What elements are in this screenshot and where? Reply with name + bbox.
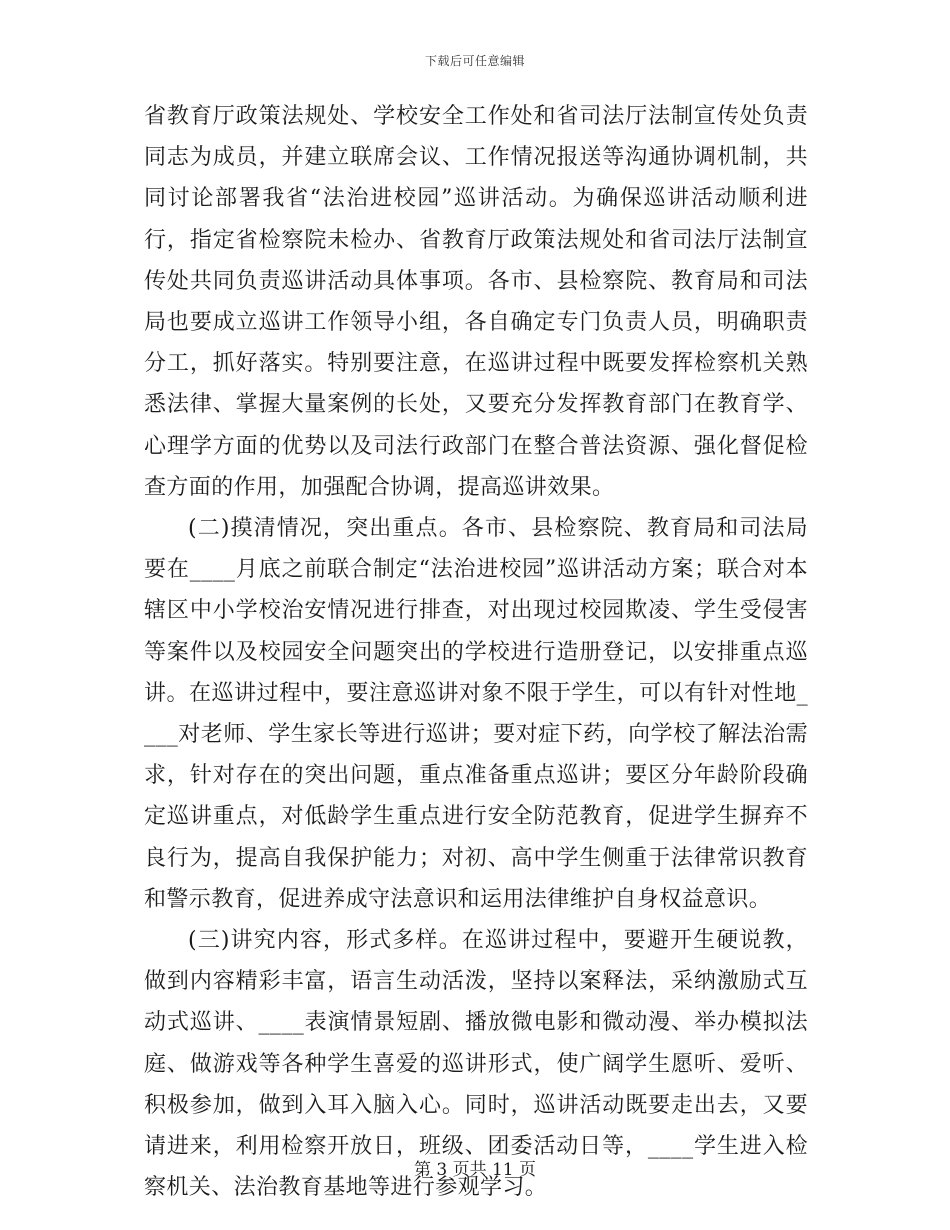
paragraph-continued: 省教育厅政策法规处、学校安全工作处和省司法厅法制宣传处负责同志为成员，并建立联席会议、工作情况报送等沟通协调机制，共同讨论部署我省“法治进校园”巡讲活动。为确保巡讲活动顺利进行，指定省检察院未检办、省教育厅政策法规处和省司法厅法制宣传处共同负责巡讲活动具体事项。各市、县检察院、教育局和司法局也要成立巡讲工作领导小组，各自确定专门负责人员，明确职责分工，抓好落实。特别要注意，在巡讲过程中既要发挥检察机关熟悉法律、掌握大量案例的长处，又要充分发挥教育部门在教育学、心理学方面的优势以及司法行政部门在整合普法资源、强化督促检查方面的作用，加强配合协调，提高巡讲效果。 xyxy=(144,104,808,500)
paragraph-section-2: (二)摸清情况，突出重点。各市、县检察院、教育局和司法局要在____月底之前联合制定“法治进校园”巡讲活动方案；联合对本辖区中小学校治安情况进行排查，对出现过校园欺凌、学生受侵害等案件以及校园安全问题突出的学校进行造册登记，以安排重点巡讲。在巡讲过程中，要注意巡讲对象不限于学生，可以有针对性地____对老师、学生家长等进行巡讲；要对症下药，向学校了解法治需求，针对存在的突出问题，重点准备重点巡讲；要区分年龄阶段确定巡讲重点，对低龄学生重点进行安全防范教育，促进学生摒弃不良行为，提高自我保护能力；对初、高中学生侧重于法律常识教育和警示教育，促进养成守法意识和运用法律维护自身权益意识。 xyxy=(144,516,808,912)
paragraph-section-3: (三)讲究内容，形式多样。在巡讲过程中，要避开生硬说教，做到内容精彩丰富，语言生动活泼，坚持以案释法，采纳激励式互动式巡讲、____表演情景短剧、播放微电影和微动漫、举办模拟法庭、做游戏等各种学生喜爱的巡讲形式，使广阔学生愿听、爱听、积极参加，做到入耳入脑入心。同时，巡讲活动既要走出去，又要请进来，利用检察开放日，班级、团委活动日等，____学生进入检察机关、法治教育基地等进行参观学习。 xyxy=(144,928,808,1201)
page-number: 第 3 页共 11 页 xyxy=(413,1160,537,1180)
page-header: 下载后可任意编辑 xyxy=(424,54,525,68)
document-body xyxy=(144,96,808,1208)
